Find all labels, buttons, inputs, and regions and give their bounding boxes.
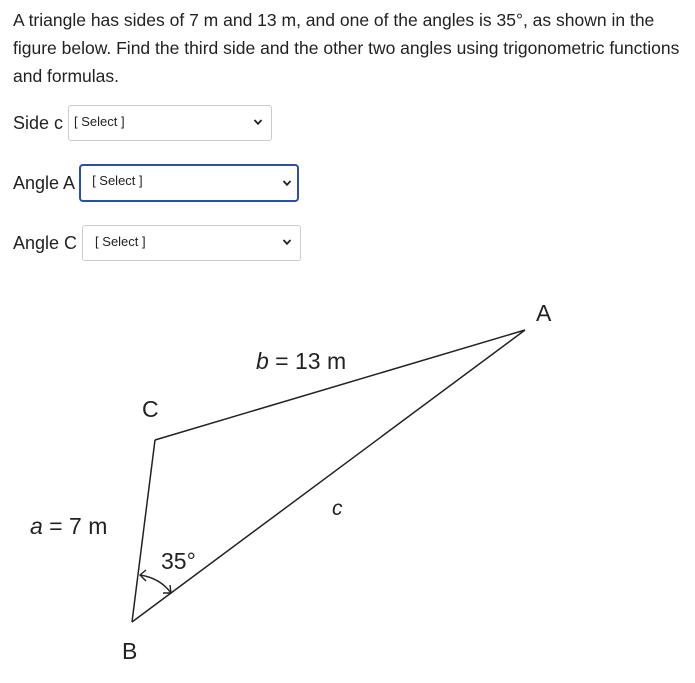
side-c-select[interactable] [68, 105, 272, 141]
vertex-b-label: B [122, 638, 138, 664]
angle-a-row [13, 164, 299, 202]
side-a-value: = 7 m [42, 513, 108, 539]
angle-c-select-value: [ Select ] [95, 234, 146, 249]
side-a-variable: a [30, 513, 43, 539]
side-b-value: = 13 m [268, 348, 347, 374]
angle-a-select-value: [ Select ] [92, 173, 143, 188]
chevron-down-icon [282, 237, 292, 247]
angle-c-select[interactable] [82, 225, 301, 261]
question-text: A triangle has sides of 7 m and 13 m, and one of the angles is 35°, as shown in the figure below. Find the third side and the other two angles using trigonometric functions and formulas. [13, 10, 680, 86]
chevron-down-icon [282, 178, 292, 188]
angle-c-row [13, 224, 301, 262]
vertex-c-label: C [142, 396, 159, 422]
vertex-a-label: A [536, 300, 552, 326]
side-b-variable: b [256, 348, 269, 374]
angle-a-label: Angle A [13, 172, 76, 193]
side-a-line [132, 440, 155, 622]
side-b-line [155, 330, 525, 440]
side-c-select-value: [ Select ] [74, 114, 125, 129]
side-b-label [256, 350, 346, 373]
angle-c-label: Angle C [13, 232, 78, 253]
chevron-down-icon [253, 117, 263, 127]
side-a-label [30, 515, 107, 538]
angle-a-select[interactable] [79, 164, 299, 202]
side-c-label: Side c [13, 112, 64, 133]
angle-b-label: 35° [161, 548, 196, 574]
side-c-row [13, 104, 272, 142]
side-c-figure-label: c [332, 497, 343, 520]
